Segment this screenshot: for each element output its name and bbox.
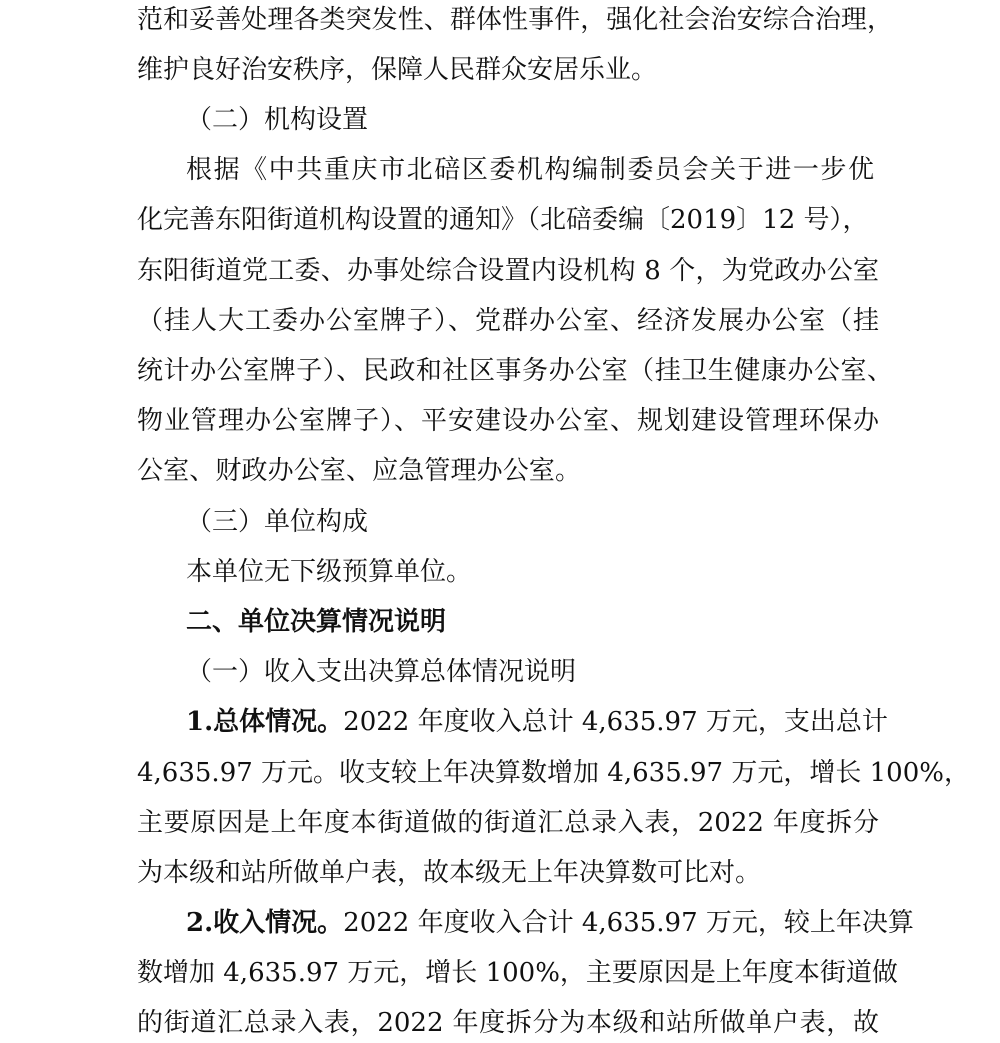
body-text-line: 的街道汇总录入表，2022 年度拆分为本级和站所做单户表，故: [137, 1008, 879, 1038]
body-text-line: 范和妥善处理各类突发性、群体性事件，强化社会治安综合治理，: [137, 5, 893, 35]
paragraph-first-line: [186, 903, 914, 943]
body-text-line: 根据《中共重庆市北碚区委机构编制委员会关于进一步优: [186, 155, 874, 185]
body-text-line: 主要原因是上年度本街道做的街道汇总录入表，2022 年度拆分: [137, 808, 879, 838]
body-text-line: 数增加 4,635.97 万元，增长 100%，主要原因是上年度本街道做: [137, 958, 898, 988]
body-text-line: 物业管理办公室牌子）、平安建设办公室、规划建设管理环保办: [137, 406, 879, 436]
body-text-line: 化完善东阳街道机构设置的通知》（北碚委编〔2019〕12 号），: [137, 205, 869, 235]
body-text-line: 为本级和站所做单户表，故本级无上年决算数可比对。: [137, 858, 762, 888]
body-text-line: 统计办公室牌子）、民政和社区事务办公室（挂卫生健康办公室、: [137, 356, 893, 386]
paragraph-lead: 2.收入情况。: [186, 908, 344, 938]
body-text-line: 本单位无下级预算单位。: [186, 557, 473, 587]
section-heading: （三）单位构成: [186, 507, 369, 537]
body-text-line: （挂人大工委办公室牌子）、党群办公室、经济发展办公室（挂: [137, 306, 879, 336]
section-heading: （二）机构设置: [186, 105, 369, 135]
section-heading: （一）收入支出决算总体情况说明: [186, 657, 577, 687]
body-text-line: 公室、财政办公室、应急管理办公室。: [137, 456, 581, 486]
body-text-line: 4,635.97 万元。收支较上年决算数增加 4,635.97 万元，增长 100%，: [137, 758, 970, 788]
body-text-line: 东阳街道党工委、办事处综合设置内设机构 8 个，为党政办公室: [137, 256, 879, 286]
paragraph-text: 2022 年度收入总计 4,635.97 万元，支出总计: [343, 707, 888, 737]
paragraph-text: 2022 年度收入合计 4,635.97 万元，较上年决算: [343, 908, 914, 938]
body-text-line: 维护良好治安秩序，保障人民群众安居乐业。: [137, 55, 658, 85]
chapter-heading: 二、单位决算情况说明: [186, 607, 447, 637]
paragraph-lead: 1.总体情况。: [186, 707, 344, 737]
paragraph-first-line: [186, 702, 888, 742]
